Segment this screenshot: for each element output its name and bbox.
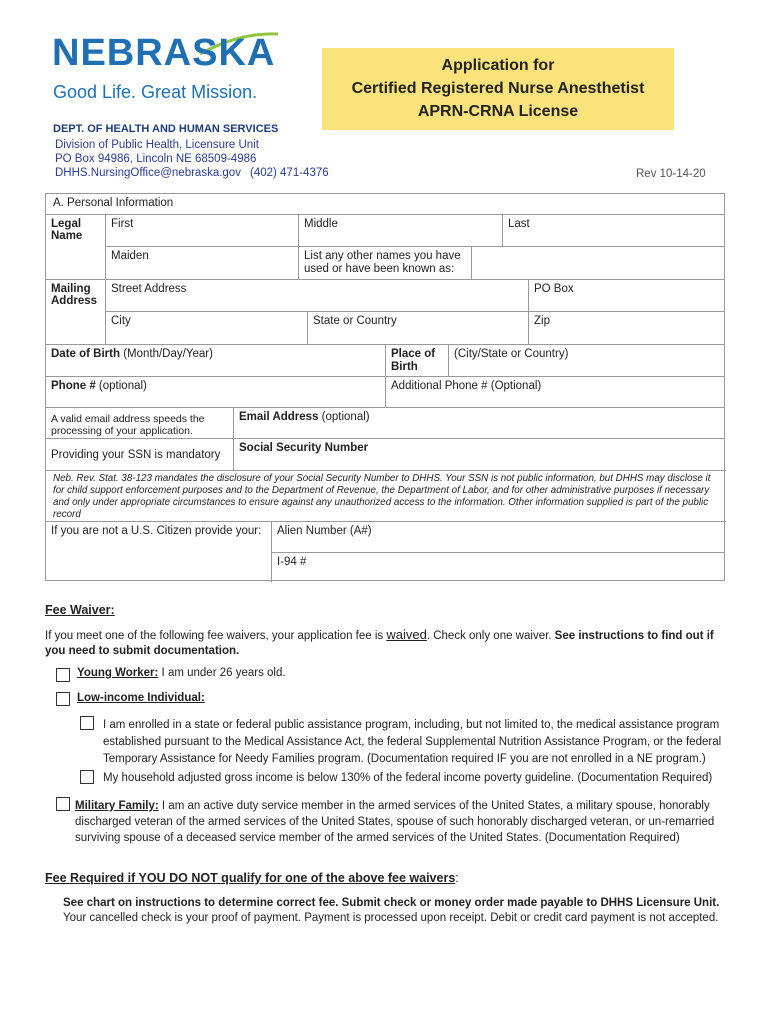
fee-instructions: See chart on instructions to determine correct fee. Submit check or money order made payable to DHHS Licensure Unit. [63,897,720,909]
additional-phone-field[interactable]: Additional Phone # (Optional) [385,376,725,408]
i94-field[interactable]: I-94 # [271,552,725,582]
fee-required-heading-row [45,871,459,885]
low-income-label: Low-income Individual: [77,692,205,704]
phone-label: Phone # [51,380,96,392]
email-link[interactable]: DHHS.NursingOffice@nebraska.gov [55,167,241,179]
email-field[interactable] [233,407,725,439]
revision-date: Rev 10-14-20 [636,168,706,180]
city-field[interactable]: City [105,311,308,345]
tagline: Good Life. Great Mission. [53,82,258,102]
last-name-field[interactable]: Last [502,214,725,247]
ssn-field[interactable]: Social Security Number [233,438,725,471]
assistance-program-checkbox[interactable] [80,716,94,730]
intro-waived: waived [386,627,427,642]
first-name-field[interactable]: First [105,214,299,247]
personal-info-form [45,193,725,581]
department-name: DEPT. OF HEALTH AND HUMAN SERVICES [53,123,279,135]
young-worker-text: I am under 26 years old. [158,667,286,679]
phone-field[interactable] [46,376,386,408]
mailing-address-label: Mailing Address [46,279,106,345]
title-line-3: APRN-CRNA License [417,103,579,120]
young-worker-checkbox[interactable] [56,668,70,682]
household-income-text: My household adjusted gross income is below 130% of the federal income poverty guideline. (Documentation Required) [103,772,713,784]
po-box-field[interactable]: PO Box [528,279,725,312]
young-worker-row [77,666,286,681]
pob-label: Place of Birth [385,344,449,377]
dob-label: Date of Birth [51,348,120,360]
zip-field[interactable]: Zip [528,311,725,345]
military-family-label: Military Family: [75,800,159,812]
alien-number-field[interactable]: Alien Number (A#) [271,521,725,553]
maiden-name-field[interactable]: Maiden [105,246,299,280]
address-line-2: PO Box 94986, Lincoln NE 68509-4986 [55,153,257,165]
pob-field[interactable]: (City/State or Country) [448,344,725,377]
ssn-note: Providing your SSN is mandatory [46,438,234,471]
non-citizen-label: If you are not a U.S. Citizen provide your: [46,521,272,582]
young-worker-label: Young Worker: [77,667,159,679]
fee-required-heading: Fee Required if YOU DO NOT qualify for one of the above fee waivers [45,871,456,885]
email-note: A valid email address speeds the processing of your application. [46,407,234,439]
fee-required-colon: : [455,871,459,885]
street-address-field[interactable]: Street Address [105,279,529,312]
middle-name-field[interactable]: Middle [298,214,503,247]
intro-instructions: See instructions to find out if you need to submit documentation. [45,630,714,657]
dob-format: (Month/Day/Year) [120,348,213,360]
household-income-checkbox[interactable] [80,770,94,784]
other-names-field[interactable] [471,246,725,280]
section-title: A. Personal Information [53,197,174,209]
military-family-row [75,798,727,846]
intro-text-a: If you meet one of the following fee waivers, your application fee is [45,630,387,642]
form-title-box [322,48,674,130]
phone-optional: (optional) [95,380,147,392]
state-field[interactable]: State or Country [307,311,529,345]
legal-name-label: Legal Name [46,214,106,280]
fee-waiver-intro [45,627,727,659]
other-names-label: List any other names you have used or have been known as: [298,246,472,280]
dob-field[interactable] [46,344,386,377]
email-label: Email Address [239,411,319,423]
address-line-1: Division of Public Health, Licensure Unit [55,139,259,151]
assistance-program-text: I am enrolled in a state or federal public assistance program, including, but not limited to, the medical assistance program established pursuant to the Medical Assistance Act, the federal Supplemental Nutrition Assistance Program, or the federal Temporary Assistance for Needy Families program. (Documentation required IF you are not enrolled in a NE program.) [103,719,722,765]
nebraska-logo: NEBRASKA [52,32,276,74]
fee-waiver-heading: Fee Waiver: [45,603,115,617]
military-family-text: I am an active duty service member in the armed services of the United States, a military spouse, honorably discharged veteran of the armed services of the United States, spouse of such honorably discharged veteran, or un-remarried surviving spouse of a deceased service member of the armed services of the United States. (Documentation Required) [75,800,715,844]
intro-text-b: . Check only one waiver. [426,630,555,642]
low-income-checkbox[interactable] [56,692,70,706]
military-family-checkbox[interactable] [56,797,70,811]
office-phone: (402) 471-4376 [250,167,329,179]
payment-note: Your cancelled check is your proof of payment. Payment is processed upon receipt. Debit or credit card payment is not accepted. [63,912,719,924]
email-optional: (optional) [318,411,370,423]
title-line-1: Application for [441,57,555,74]
ssn-statute-text: Neb. Rev. Stat. 38-123 mandates the disclosure of your Social Security Number to DHHS. Your SSN is not public information, but DHHS may disclose it for child support enforcement purposes and to the Department of Revenue, the Department of Labor, and for other administrative purposes if necessary and only under appropriate circumstances to ensure against any unauthorized access to the information. Other information supplied is part of the public record [53,473,711,520]
title-line-2: Certified Registered Nurse Anesthetist [351,80,645,97]
